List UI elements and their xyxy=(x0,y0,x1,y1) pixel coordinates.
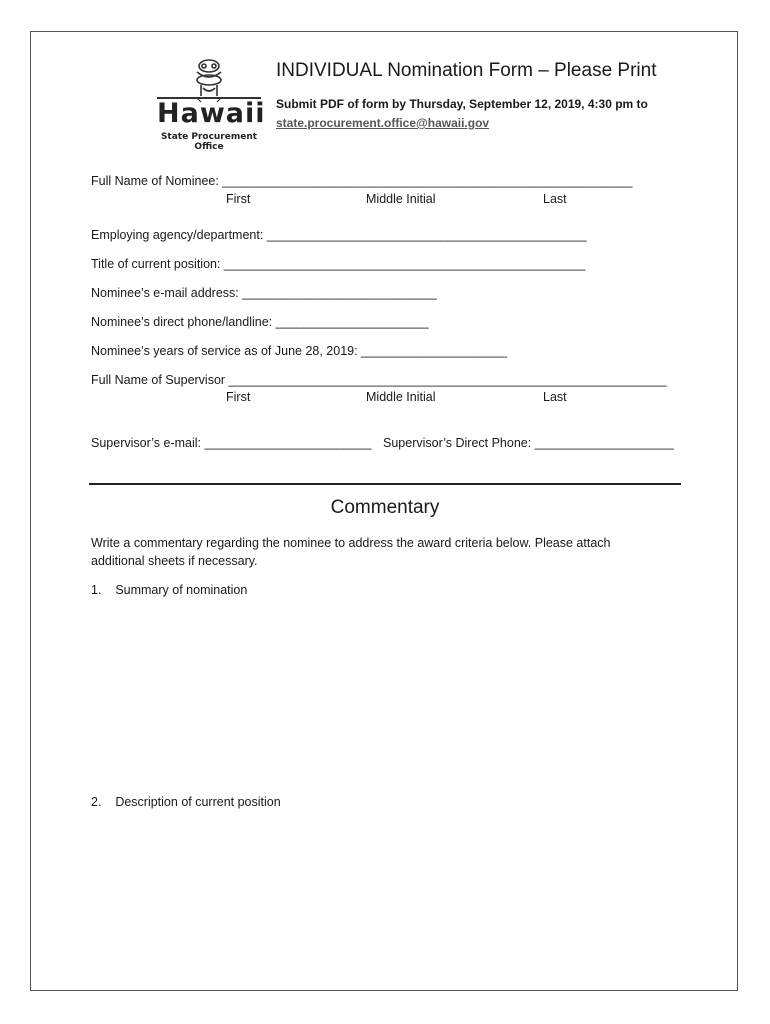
current-position-item: 2. Description of current position xyxy=(91,795,281,809)
logo-subtitle: State Procurement Office xyxy=(160,132,258,152)
nominee-middle-label: Middle Initial xyxy=(366,192,436,206)
nominee-name-field[interactable]: Full Name of Nominee: ___________________________________________________________ xyxy=(91,174,633,188)
supervisor-first-label: First xyxy=(226,390,251,404)
supervisor-middle-label: Middle Initial xyxy=(366,390,436,404)
nominee-last-label: Last xyxy=(543,192,567,206)
submission-email-link[interactable]: state.procurement.office@hawaii.gov xyxy=(276,116,490,130)
supervisor-name-field[interactable]: Full Name of Supervisor _______________________________________________________________ xyxy=(91,373,667,387)
hawaii-logo xyxy=(157,58,266,152)
supervisor-email-field[interactable]: Supervisor’s e-mail: ________________________ xyxy=(91,436,372,450)
summary-of-nomination-item: 1. Summary of nomination xyxy=(91,583,248,597)
nominee-first-label: First xyxy=(226,192,251,206)
commentary-heading: Commentary xyxy=(330,497,440,518)
supervisor-last-label: Last xyxy=(543,390,567,404)
position-title-field[interactable]: Title of current position: ____________________________________________________ xyxy=(91,257,586,271)
agency-field[interactable]: Employing agency/department: ______________________________________________ xyxy=(91,228,587,242)
form-title: INDIVIDUAL Nomination Form – Please Print xyxy=(276,60,657,81)
logo-wordmark: Hawaii xyxy=(157,98,266,129)
submission-deadline: Submit PDF of form by Thursday, September 12, 2019, 4:30 pm to xyxy=(276,97,648,111)
commentary-instructions: Write a commentary regarding the nominee to address the award criteria below. Please attach additional sheets if necessary. xyxy=(91,536,611,568)
section-divider xyxy=(89,483,681,485)
nominee-phone-field[interactable]: Nominee’s direct phone/landline: ______________________ xyxy=(91,315,429,329)
supervisor-phone-field[interactable]: Supervisor’s Direct Phone: ____________________ xyxy=(383,436,674,450)
years-of-service-field[interactable]: Nominee’s years of service as of June 28, 2019: _____________________ xyxy=(91,344,508,358)
nominee-email-field[interactable]: Nominee’s e-mail address: ____________________________ xyxy=(91,286,437,300)
